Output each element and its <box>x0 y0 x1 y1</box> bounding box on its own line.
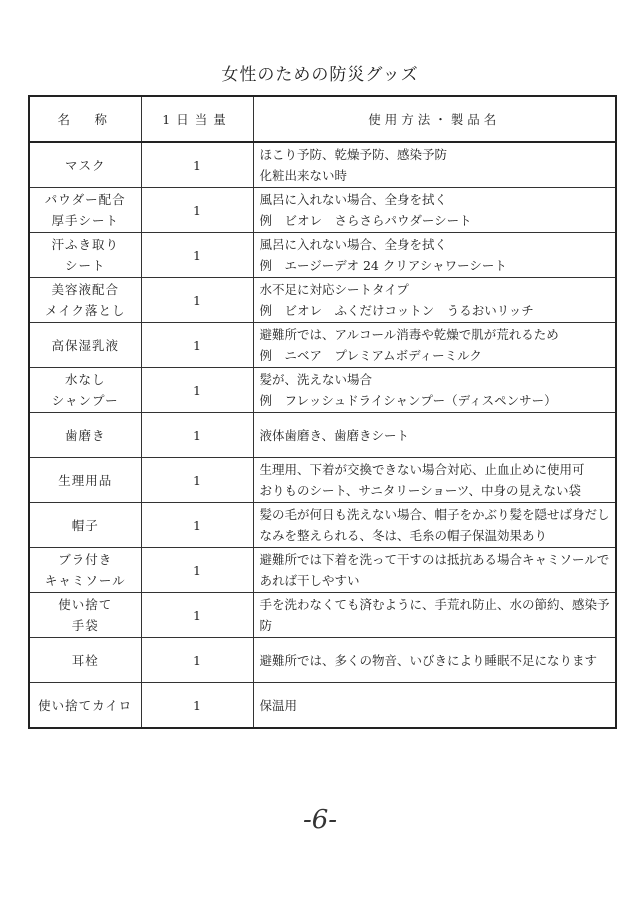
item-usage-line: 風呂に入れない場合、全身を拭く <box>259 192 448 207</box>
item-usage-line: 例 エージーデオ 24 クリアシャワーシート <box>259 258 507 273</box>
item-usage-cell <box>253 458 616 503</box>
item-usage-cell <box>253 548 616 593</box>
table-row <box>29 548 616 593</box>
item-name-line: シート <box>64 258 106 273</box>
item-name-line: 高保湿乳液 <box>51 337 119 353</box>
item-name-line: 歯磨き <box>64 427 106 443</box>
item-name-line: 使い捨てカイロ <box>38 697 133 713</box>
item-usage-line: 防 <box>259 618 273 633</box>
item-usage-line: 例 ビオレ ふくだけコットン うるおいリッチ <box>259 303 534 318</box>
item-usage-cell <box>253 503 616 548</box>
item-quantity-cell: 1 <box>141 368 253 413</box>
item-name-cell <box>29 142 141 188</box>
item-name-line: パウダー配合 <box>44 192 126 207</box>
item-usage-cell <box>253 683 616 729</box>
item-quantity-cell: 1 <box>141 323 253 368</box>
item-usage-cell <box>253 142 616 188</box>
item-quantity-cell: 1 <box>141 233 253 278</box>
item-usage-line: 化粧出来ない時 <box>259 168 348 183</box>
table-row <box>29 413 616 458</box>
item-name-line: 厚手シート <box>51 213 119 228</box>
item-usage-cell <box>253 323 616 368</box>
item-name-line: キャミソール <box>44 573 126 588</box>
item-usage-line: 髪の毛が何日も洗えない場合、帽子をかぶり髪を隠せば身だし <box>259 507 610 522</box>
item-name-cell <box>29 233 141 278</box>
column-header-name: 名 称 <box>29 96 141 142</box>
table-row <box>29 638 616 683</box>
item-name-cell <box>29 413 141 458</box>
item-usage-line: 例 ニベア プレミアムボディーミルク <box>259 348 482 363</box>
item-name-cell <box>29 548 141 593</box>
item-name-line: 汗ふき取り <box>51 237 119 252</box>
item-name-cell <box>29 503 141 548</box>
item-name-cell <box>29 368 141 413</box>
table-row <box>29 233 616 278</box>
item-quantity-cell: 1 <box>141 188 253 233</box>
item-name-line: 手袋 <box>71 618 99 633</box>
item-usage-line: なみを整えられる、冬は、毛糸の帽子保温効果あり <box>259 528 548 543</box>
item-name-line: 生理用品 <box>58 472 113 488</box>
item-quantity-cell: 1 <box>141 458 253 503</box>
item-usage-line: 避難所では、アルコール消毒や乾燥で肌が荒れるため <box>259 327 559 342</box>
item-usage-line: 液体歯磨き、歯磨きシート <box>259 427 410 443</box>
item-usage-line: 生理用、下着が交換できない場合対応、止血止めに使用可 <box>259 462 585 477</box>
table-row <box>29 278 616 323</box>
item-usage-line: 例 ビオレ さらさらパウダーシート <box>259 213 472 228</box>
table-row <box>29 368 616 413</box>
item-name-cell <box>29 278 141 323</box>
item-quantity-cell: 1 <box>141 593 253 638</box>
item-usage-cell <box>253 233 616 278</box>
item-usage-line: 水不足に対応シートタイプ <box>259 282 409 297</box>
item-quantity-cell: 1 <box>141 413 253 458</box>
item-quantity-cell: 1 <box>141 638 253 683</box>
item-name-cell <box>29 323 141 368</box>
item-name-cell <box>29 458 141 503</box>
item-usage-cell <box>253 188 616 233</box>
item-usage-cell <box>253 413 616 458</box>
disaster-goods-table <box>28 95 617 729</box>
page-title: 女性のための防災グッズ <box>221 65 419 85</box>
item-usage-line: 風呂に入れない場合、全身を拭く <box>259 237 448 252</box>
item-usage-cell <box>253 368 616 413</box>
item-usage-line: 避難所では下着を洗って干すのは抵抗ある場合キャミソールで <box>259 552 610 567</box>
item-usage-cell <box>253 593 616 638</box>
item-quantity-cell: 1 <box>141 683 253 729</box>
table-row <box>29 458 616 503</box>
page-number: -6- <box>302 805 338 835</box>
item-quantity-cell: 1 <box>141 548 253 593</box>
item-usage-line: ほこり予防、乾燥予防、感染予防 <box>259 147 448 162</box>
table-row <box>29 188 616 233</box>
item-name-line: 美容液配合 <box>51 282 119 297</box>
item-usage-line: あれば干しやすい <box>259 573 360 588</box>
item-name-line: ブラ付き <box>58 552 113 567</box>
item-usage-line: 保温用 <box>259 697 298 713</box>
item-name-line: 耳栓 <box>71 652 99 668</box>
item-name-cell <box>29 683 141 729</box>
column-header-quantity: 1日当量 <box>141 96 253 142</box>
table-body <box>29 142 616 728</box>
item-quantity-cell: 1 <box>141 278 253 323</box>
item-usage-line: おりものシート、サニタリーショーツ、中身の見えない袋 <box>259 483 582 498</box>
item-name-cell <box>29 188 141 233</box>
item-usage-line: 手を洗わなくても済むように、手荒れ防止、水の節約、感染予 <box>259 597 610 612</box>
item-usage-line: 例 フレッシュドライシャンプー（ディスペンサー） <box>259 393 557 408</box>
item-quantity-cell: 1 <box>141 142 253 188</box>
item-usage-line: 髪が、洗えない場合 <box>259 372 373 387</box>
table-row <box>29 503 616 548</box>
table-header-row <box>29 96 616 142</box>
item-name-line: メイク落とし <box>44 303 126 318</box>
column-header-usage: 使用方法・製品名 <box>253 96 616 142</box>
item-name-line: 水なし <box>64 372 106 387</box>
item-name-line: マスク <box>64 157 106 173</box>
item-usage-cell <box>253 278 616 323</box>
item-usage-cell <box>253 638 616 683</box>
item-name-line: 帽子 <box>71 517 99 533</box>
item-name-cell <box>29 638 141 683</box>
table-row <box>29 323 616 368</box>
item-name-cell <box>29 593 141 638</box>
item-name-line: シャンプー <box>51 393 119 408</box>
table-row <box>29 683 616 729</box>
table-row <box>29 142 616 188</box>
item-name-line: 使い捨て <box>58 597 113 612</box>
table-row <box>29 593 616 638</box>
item-usage-line: 避難所では、多くの物音、いびきにより睡眠不足になります <box>259 652 598 668</box>
item-quantity-cell: 1 <box>141 503 253 548</box>
